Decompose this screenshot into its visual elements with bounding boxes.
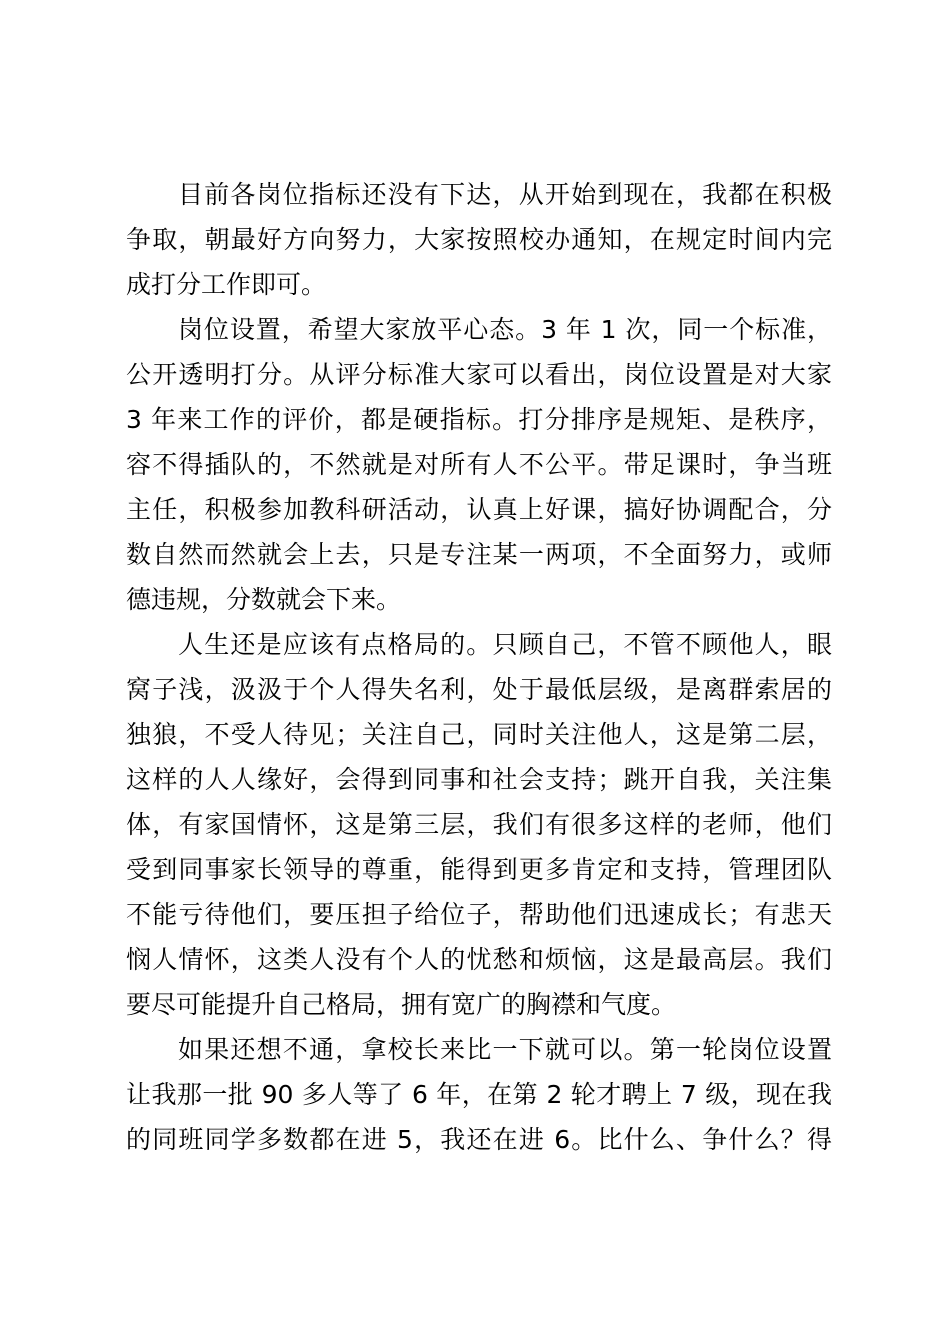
text-line: 人生还是应该有点格局的。只顾自己，不管不顾他人，眼 xyxy=(178,630,832,659)
paragraph xyxy=(126,622,832,1027)
text-line: 公开透明打分。从评分标准大家可以看出，岗位设置是对大家 xyxy=(126,360,832,389)
text-line: 成打分工作即可。 xyxy=(126,270,327,299)
paragraph xyxy=(126,307,832,622)
text-line: 体，有家国情怀，这是第三层，我们有很多这样的老师，他们 xyxy=(126,810,832,839)
text-line: 争取，朝最好方向努力，大家按照校办通知，在规定时间内完 xyxy=(126,225,832,254)
text-line: 要尽可能提升自己格局，拥有宽广的胸襟和气度。 xyxy=(126,990,677,1019)
paragraph xyxy=(126,1027,832,1162)
text-line: 受到同事家长领导的尊重，能得到更多肯定和支持，管理团队 xyxy=(126,855,832,884)
text-line: 主任，积极参加教科研活动，认真上好课，搞好协调配合，分 xyxy=(126,495,832,524)
text-line: 3 年来工作的评价，都是硬指标。打分排序是规矩、是秩序， xyxy=(126,405,832,434)
text-line: 让我那一批 90 多人等了 6 年，在第 2 轮才聘上 7 级，现在我 xyxy=(126,1080,832,1109)
text-line: 悯人情怀，这类人没有个人的忧愁和烦恼，这是最高层。我们 xyxy=(126,945,832,974)
text-line: 不能亏待他们，要压担子给位子，帮助他们迅速成长；有悲天 xyxy=(126,900,832,929)
text-line: 目前各岗位指标还没有下达，从开始到现在，我都在积极 xyxy=(178,180,832,209)
text-line: 如果还想不通，拿校长来比一下就可以。第一轮岗位设置 xyxy=(178,1035,832,1064)
text-line: 独狼，不受人待见；关注自己，同时关注他人，这是第二层， xyxy=(126,720,832,749)
text-line: 德违规，分数就会下来。 xyxy=(126,585,402,614)
text-line: 岗位设置，希望大家放平心态。3 年 1 次，同一个标准， xyxy=(178,315,832,344)
paragraph xyxy=(126,172,832,307)
text-line: 这样的人人缘好，会得到同事和社会支持；跳开自我，关注集 xyxy=(126,765,832,794)
text-line: 容不得插队的，不然就是对所有人不公平。带足课时，争当班 xyxy=(126,450,832,479)
text-line: 数自然而然就会上去，只是专注某一两项，不全面努力，或师 xyxy=(126,540,832,569)
document-body xyxy=(126,172,832,1162)
text-line: 窝子浅，汲汲于个人得失名利，处于最低层级，是离群索居的 xyxy=(126,675,832,704)
text-line: 的同班同学多数都在进 5，我还在进 6。比什么、争什么？得 xyxy=(126,1125,832,1154)
